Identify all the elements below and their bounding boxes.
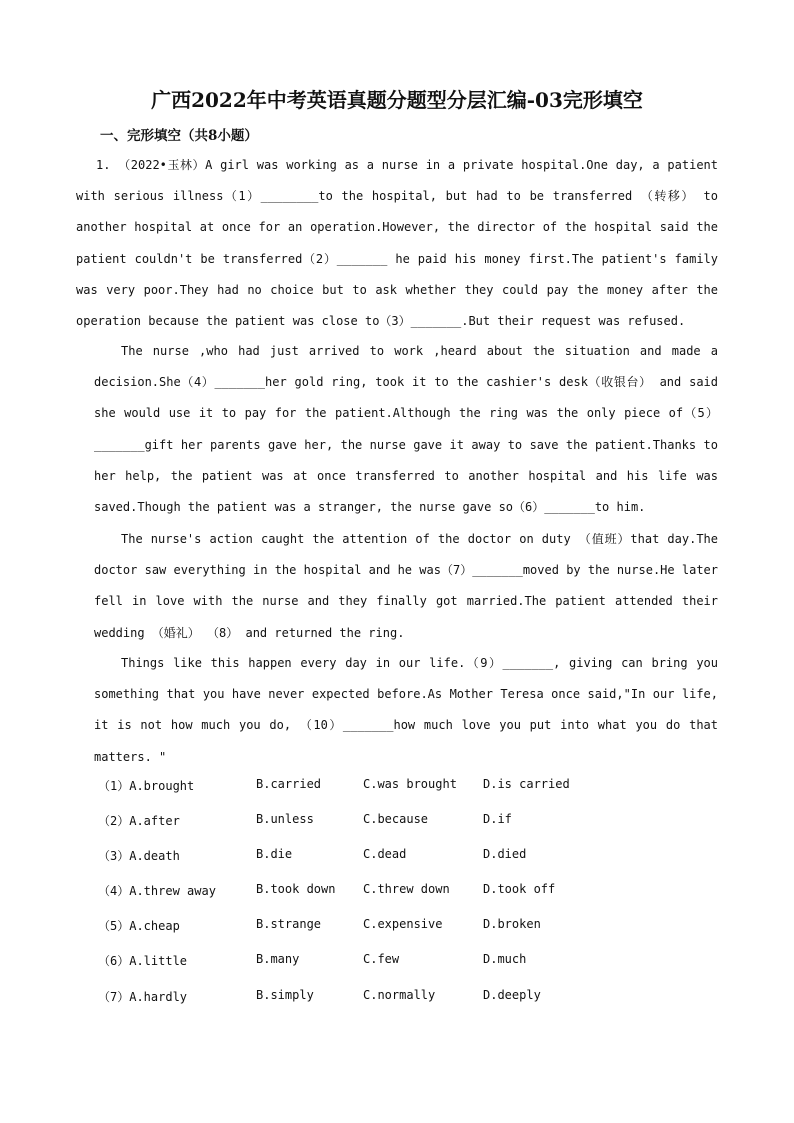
option-a: （5）A.cheap: [98, 919, 180, 934]
option-d: D.deeply: [483, 987, 541, 1002]
option-a: （1）A.brought: [98, 779, 195, 793]
option-c: C.dead: [363, 847, 407, 862]
option-d: D.is carried: [483, 777, 570, 791]
option-d: D.if: [483, 812, 512, 827]
option-c: C.normally: [363, 987, 436, 1002]
option-b: B.many: [256, 952, 300, 967]
option-d: D.much: [483, 952, 527, 967]
option-c: C.threw down: [363, 882, 450, 897]
option-b: B.die: [256, 847, 293, 862]
option-b: B.took down: [256, 882, 336, 897]
option-a: （7）A.hardly: [98, 989, 188, 1004]
option-c: C.because: [363, 812, 429, 827]
option-c: C.was brought: [363, 777, 457, 791]
option-d: D.broken: [483, 917, 541, 932]
passage-paragraph-4: Things like this happen every day in our life.（9）_______, giving can bring you something that you have never expected before.As Mother Teresa once said,"In our life, it is not how much you do, （10）_______how much love you put into what you do that matters. ": [94, 656, 718, 764]
passage-paragraph-3: The nurse's action caught the attention of the doctor on duty （值班）that day.The doctor saw everything in the hospital and he was（7）_______moved by the nurse.He later fell in love with the nurse and they finally got married.The patient attended their wedding （婚礼） （8） and returned the ring.: [94, 532, 718, 640]
option-b: B.carried: [256, 777, 322, 791]
passage-paragraph-2: The nurse ,who had just arrived to work ,heard about the situation and made a decision.She（4）_______her gold ring, took it to the cashier's desk（收银台） and said she would use it to pay for the patient.Although the ring was the only piece of（5）_______gift her parents gave her, the nurse gave it away to save the patient.Thanks to her help, the patient was at once transferred to another hospital and his life was saved.Though the patient was a stranger, the nurse gave so（6）_______to him.: [94, 344, 718, 515]
option-b: B.strange: [256, 917, 322, 932]
option-b: B.simply: [256, 987, 314, 1002]
option-c: C.expensive: [363, 917, 443, 932]
option-b: B.unless: [256, 812, 314, 827]
option-a: （2）A.after: [98, 814, 180, 829]
page-title: 广西2022年中考英语真题分题型分层汇编-03完形填空: [151, 88, 643, 112]
section-heading: 一、完形填空（共8小题）: [100, 128, 258, 144]
option-d: D.took off: [483, 882, 556, 897]
passage-paragraph-1: 1. （2022•玉林）A girl was working as a nurse in a private hospital.One day, a patient with serious illness（1）________to the hospital, but had to be transferred （转移） to another hospital at once for an operation.However, the director of the hospital said the patient couldn't be transferred（2）_______ he paid his money first.The patient's family was very poor.They had no choice but to ask whether they could pay the money after the operation because the patient was close to（3）_______.But their request was refused.: [76, 158, 718, 329]
option-a: （4）A.threw away: [98, 884, 216, 899]
option-a: （3）A.death: [98, 849, 180, 864]
option-c: C.few: [363, 952, 400, 967]
option-d: D.died: [483, 847, 527, 862]
option-a: （6）A.little: [98, 954, 188, 969]
